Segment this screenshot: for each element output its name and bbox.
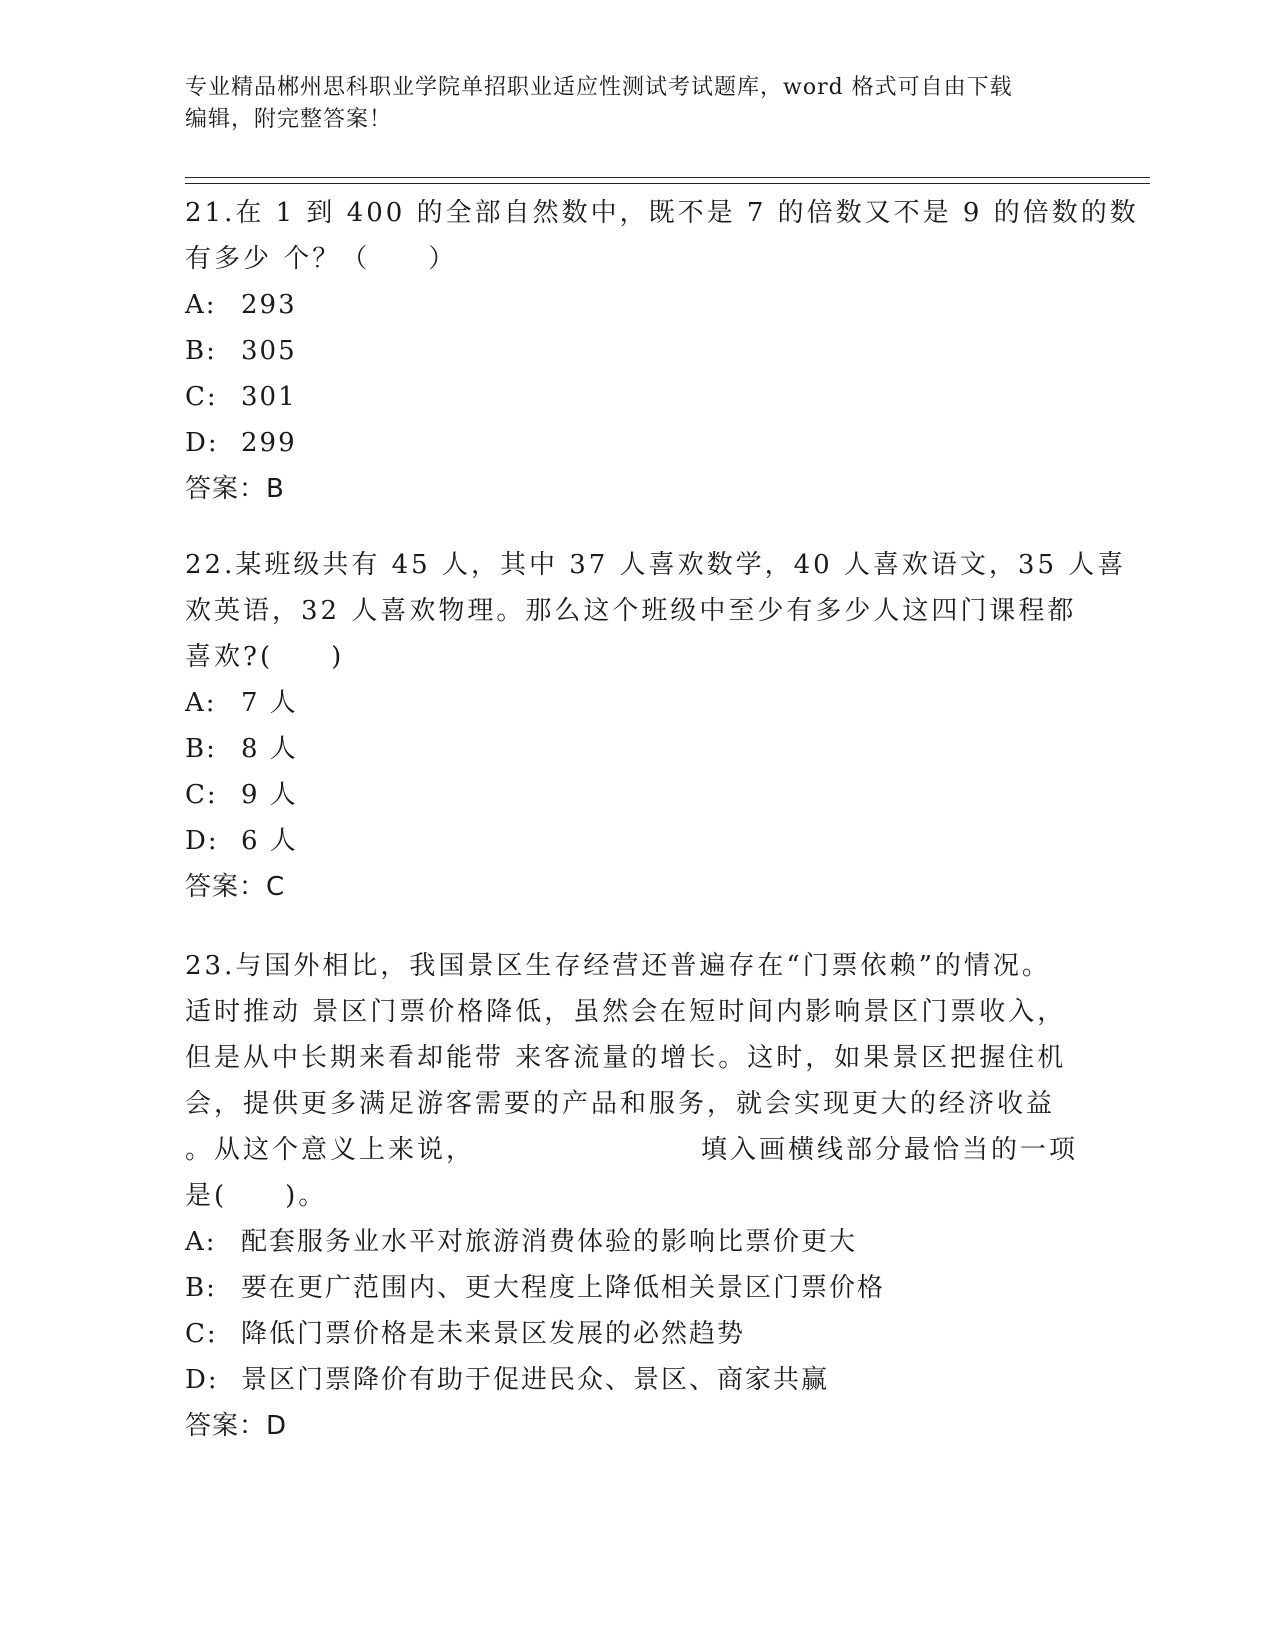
option-d	[185, 1357, 1085, 1403]
option-letter: A:	[185, 688, 217, 718]
question-text-line: 22.某班级共有 45 人，其中 37 人喜欢数学，40 人喜欢语文，35 人喜	[185, 550, 1127, 580]
header-line-2: 编辑，附完整答案！	[185, 107, 393, 132]
question-text-line: 喜欢?( )	[185, 642, 345, 672]
option-text: 305	[241, 336, 297, 366]
header-divider-top	[185, 177, 1150, 178]
option-text: 7 人	[241, 688, 298, 718]
header-line-1: 专业精品郴州思科职业学院单招职业适应性测试考试题库，word 格式可自由下载	[185, 75, 1013, 100]
option-text: 要在更广范围内、更大程度上降低相关景区门票价格	[241, 1273, 886, 1303]
question-22	[185, 542, 1127, 910]
option-text: 8 人	[241, 734, 298, 764]
header-divider-bottom	[185, 183, 1150, 184]
option-b	[185, 726, 1085, 772]
option-c	[185, 772, 1085, 818]
question-text-line: 会，提供更多满足游客需要的产品和服务，就会实现更大的经济收益	[185, 1089, 1056, 1119]
option-letter: A:	[185, 290, 217, 320]
question-text-line	[185, 1127, 1085, 1173]
option-d	[185, 818, 1085, 864]
option-letter: C:	[185, 780, 218, 810]
option-a	[185, 680, 1085, 726]
question-text-line: 23.与国外相比，我国景区生存经营还普遍存在“门票依赖”的情况。	[185, 951, 1051, 981]
question-text-line: 欢英语，32 人喜欢物理。那么这个班级中至少有多少人这四门课程都	[185, 596, 1077, 626]
option-letter: D:	[185, 428, 219, 458]
question-text-line: 是( )。	[185, 1181, 328, 1211]
option-text: 配套服务业水平对旅游消费体验的影响比票价更大	[241, 1227, 858, 1257]
option-letter: C:	[185, 1319, 218, 1349]
question-text-fragment: 填入画横线部分最恰当的一项	[701, 1135, 1079, 1165]
answer-text: 答案：B	[185, 474, 285, 504]
option-c	[185, 374, 1085, 420]
option-letter: A:	[185, 1227, 217, 1257]
option-text: 降低门票价格是未来景区发展的必然趋势	[241, 1319, 746, 1349]
question-text-fragment: 。从这个意义上来说，	[185, 1135, 476, 1165]
option-letter: D:	[185, 1365, 219, 1395]
question-text-line: 21.在 1 到 400 的全部自然数中，既不是 7 的倍数又不是 9 的倍数的数	[185, 198, 1139, 228]
question-text-line: 但是从中长期来看却能带 来客流量的增长。这时，如果景区把握住机	[185, 1043, 1067, 1073]
option-letter: D:	[185, 826, 219, 856]
answer-text: 答案：D	[185, 1411, 288, 1441]
option-text: 9 人	[241, 780, 298, 810]
question-text-line: 有多少 个？（ ）	[185, 244, 458, 274]
document-header	[185, 72, 1065, 136]
option-c	[185, 1311, 1085, 1357]
option-text: 293	[241, 290, 297, 320]
option-text: 301	[241, 382, 297, 412]
option-text: 景区门票降价有助于促进民众、景区、商家共赢	[241, 1365, 830, 1395]
option-a	[185, 1219, 1085, 1265]
option-letter: C:	[185, 382, 218, 412]
option-d	[185, 420, 1085, 466]
question-23	[185, 943, 1085, 1449]
option-text: 6 人	[241, 826, 298, 856]
question-21	[185, 190, 1139, 512]
option-letter: B:	[185, 1273, 217, 1303]
option-a	[185, 282, 1085, 328]
option-letter: B:	[185, 336, 217, 366]
question-text-line: 适时推动 景区门票价格降低，虽然会在短时间内影响景区门票收入，	[185, 997, 1067, 1027]
option-b	[185, 328, 1085, 374]
option-letter: B:	[185, 734, 217, 764]
option-b	[185, 1265, 1085, 1311]
answer-text: 答案：C	[185, 872, 286, 902]
option-text: 299	[241, 428, 297, 458]
